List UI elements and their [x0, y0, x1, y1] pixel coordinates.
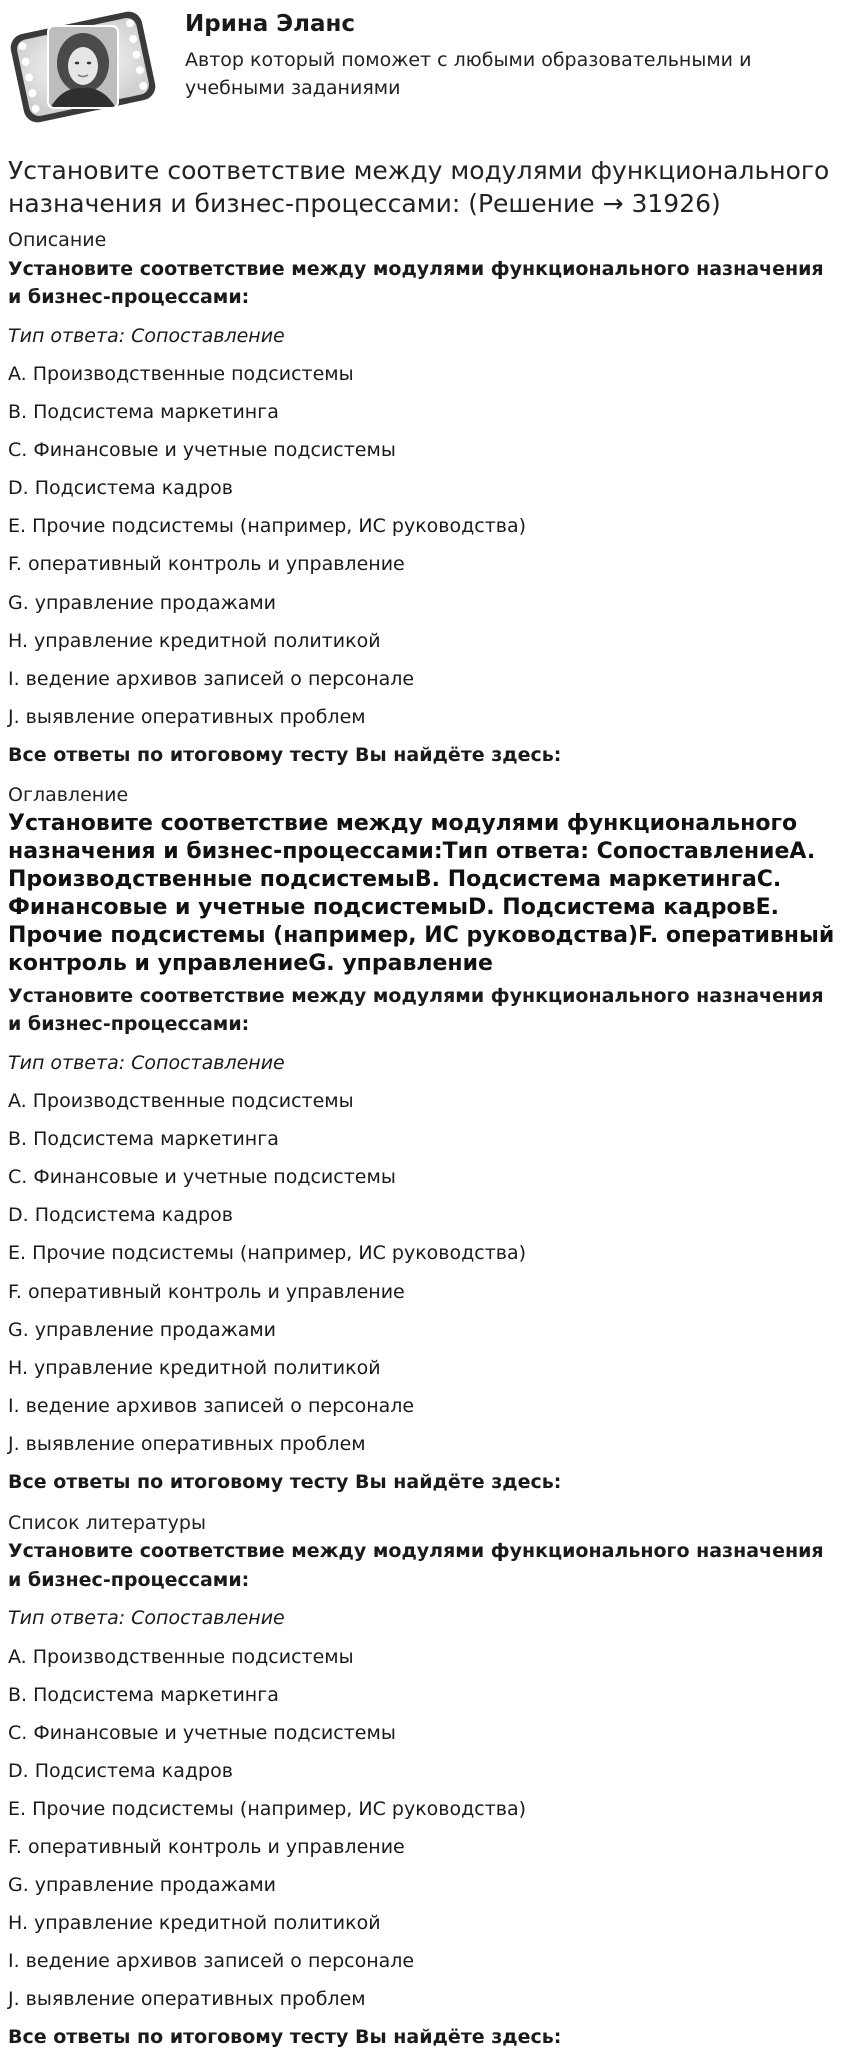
option-item: C. Финансовые и учетные подсистемы	[8, 1721, 396, 1744]
option-item: E. Прочие подсистемы (например, ИС руководства)	[8, 1797, 527, 1820]
option-item: A. Производственные подсистемы	[8, 1645, 354, 1668]
option-item: D. Подсистема кадров	[8, 477, 233, 500]
answers-link-text: Все ответы по итоговому тесту Вы найдёте здесь:	[8, 743, 562, 766]
toc-label: Оглавление	[8, 784, 129, 807]
author-name[interactable]: Ирина Эланс	[185, 11, 356, 37]
option-item: J. выявление оперативных проблем	[8, 705, 366, 728]
option-item: J. выявление оперативных проблем	[8, 1988, 366, 2011]
option-item: F. оперативный контроль и управление	[8, 553, 405, 576]
question-text: Установите соответствие между модулями функционального назначения и бизнес-процессами:	[8, 1540, 824, 1591]
option-item: F. оперативный контроль и управление	[8, 1835, 405, 1858]
answer-type: Тип ответа: Сопоставление	[8, 1607, 285, 1629]
literature-section	[8, 1509, 839, 2052]
author-card	[8, 0, 839, 134]
question-text: Установите соответствие между модулями функционального назначения и бизнес-процессами:	[8, 257, 824, 308]
answers-link-text: Все ответы по итоговому тесту Вы найдёте здесь:	[8, 2026, 562, 2049]
description-label: Описание	[8, 229, 107, 251]
author-info	[185, 8, 785, 103]
avatar-image	[8, 8, 158, 126]
question-text: Установите соответствие между модулями функционального назначения и бизнес-процессами:	[8, 984, 824, 1036]
answer-type: Тип ответа: Сопоставление	[8, 1051, 285, 1074]
answers-link-text: Все ответы по итоговому тесту Вы найдёте здесь:	[8, 1471, 562, 1493]
option-item: A. Производственные подсистемы	[8, 363, 354, 385]
description-section	[8, 226, 839, 769]
option-item: A. Производственные подсистемы	[8, 1090, 354, 1113]
author-description: Автор который поможет с любыми образовательными и учебными заданиями	[185, 48, 752, 100]
option-item: E. Прочие подсистемы (например, ИС руководства)	[8, 1242, 527, 1265]
option-item: I. ведение архивов записей о персонале	[8, 1394, 415, 1417]
option-item: H. управление кредитной политикой	[8, 1912, 381, 1935]
option-item: B. Подсистема маркетинга	[8, 401, 279, 424]
option-item: B. Подсистема маркетинга	[8, 1683, 279, 1706]
option-item: D. Подсистема кадров	[8, 1204, 233, 1227]
option-item: D. Подсистема кадров	[8, 1759, 233, 1782]
option-item: G. управление продажами	[8, 1318, 277, 1341]
page-title: Установите соответствие между модулями функционального назначения и бизнес-процессами: (Решение → 31926)	[8, 156, 830, 218]
option-item: H. управление кредитной политикой	[8, 1356, 381, 1379]
toc-heading: Установите соответствие между модулями функционального назначения и бизнес-процессами:Тип ответа: СопоставлениеA. Производственные подсистемыB. Подсистема маркетингаC. Финансовые и учетные подсистемыD. Подсистема кадровE. Прочие подсистемы (например, ИС руководства)F. оперативный контроль и управлениеG. управление	[8, 810, 835, 976]
option-item: C. Финансовые и учетные подсистемы	[8, 1166, 396, 1189]
option-item: B. Подсистема маркетинга	[8, 1128, 279, 1151]
avatar[interactable]	[8, 8, 158, 126]
option-item: C. Финансовые и учетные подсистемы	[8, 439, 396, 462]
option-item: J. выявление оперативных проблем	[8, 1432, 366, 1455]
option-item: E. Прочие подсистемы (например, ИС руководства)	[8, 515, 527, 538]
option-item: G. управление продажами	[8, 1874, 277, 1897]
option-item: H. управление кредитной политикой	[8, 629, 381, 652]
answer-type: Тип ответа: Сопоставление	[8, 324, 285, 347]
toc-section	[8, 781, 839, 1496]
literature-label: Список литературы	[8, 1511, 206, 1534]
option-item: I. ведение архивов записей о персонале	[8, 667, 415, 690]
option-item: I. ведение архивов записей о персонале	[8, 1950, 415, 1973]
option-item: F. оперативный контроль и управление	[8, 1280, 405, 1303]
option-item: G. управление продажами	[8, 591, 277, 614]
